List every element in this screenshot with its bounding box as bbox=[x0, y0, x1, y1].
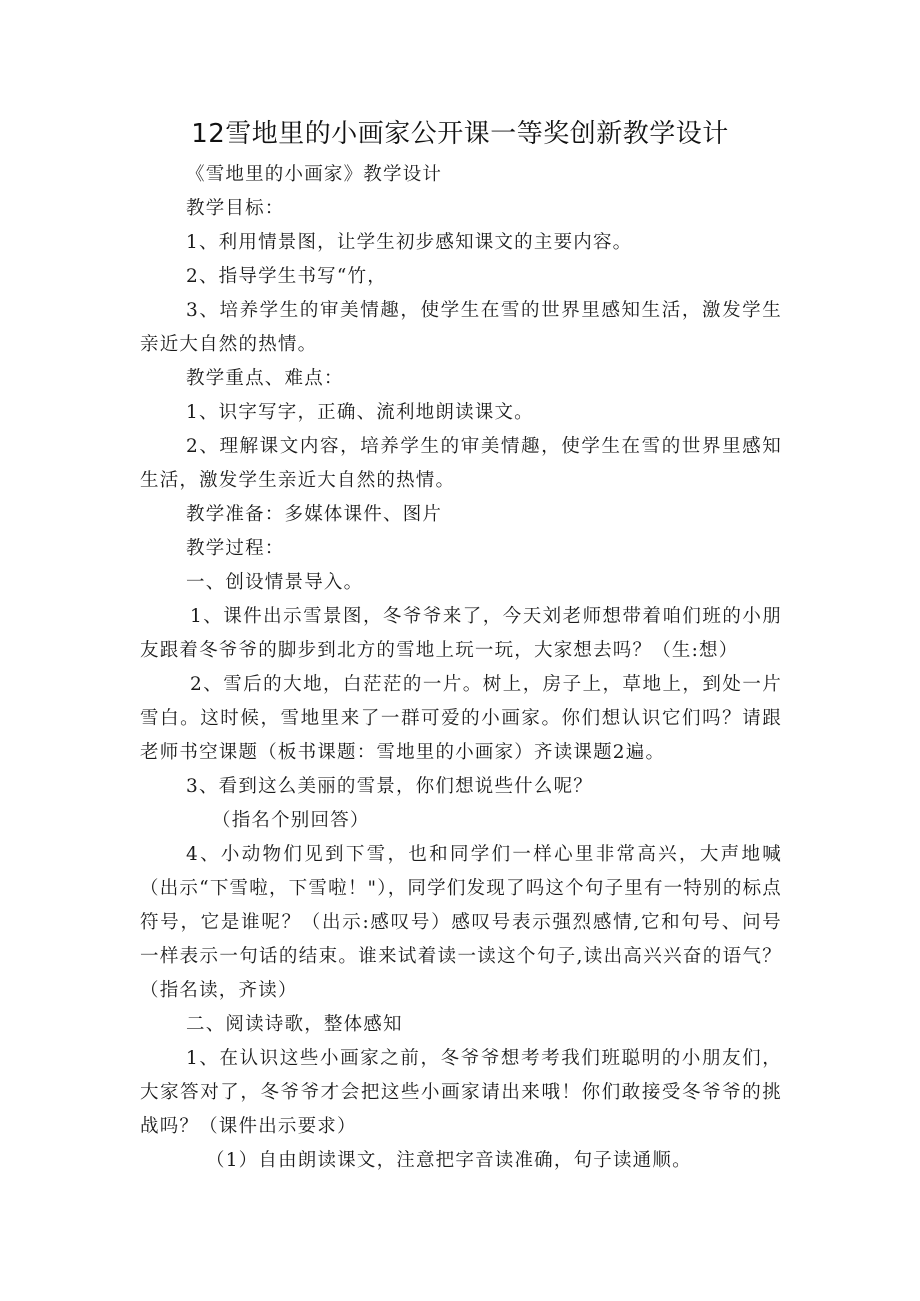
step-heading-1: 一、创设情景导入。 bbox=[186, 572, 364, 593]
document-title: 12雪地里的小画家公开课一等奖创新教学设计 bbox=[191, 119, 729, 149]
subtitle-paragraph: 《雪地里的小画家》教学设计 bbox=[186, 164, 443, 185]
reading-item-1: 1、在认识这些小画家之前，冬爷爷想考考我们班聪明的小朋友们，大家答对了，冬爷爷才会把这些小画家请出来哦！你们敢接受冬爷爷的挑战吗？（课件出示要求） bbox=[140, 1048, 782, 1137]
section-heading-objectives: 教学目标： bbox=[186, 198, 285, 219]
process-note: （指名个别回答） bbox=[212, 810, 370, 831]
preparation-paragraph: 教学准备：多媒体课件、图片 bbox=[186, 504, 443, 525]
section-heading-key-points: 教学重点、难点： bbox=[186, 368, 344, 389]
step-heading-2: 二、阅读诗歌，整体感知 bbox=[186, 1014, 403, 1035]
process-item-1: 1、课件出示雪景图，冬爷爷来了，今天刘老师想带着咱们班的小朋友跟着冬爷爷的脚步到北方的雪地上玩一玩，大家想去吗？（生:想） bbox=[140, 606, 782, 661]
objective-item-1: 1、利用情景图，让学生初步感知课文的主要内容。 bbox=[186, 232, 633, 253]
key-point-item-2: 2、理解课文内容，培养学生的审美情趣，使学生在雪的世界里感知生活，激发学生亲近大自然的热情。 bbox=[140, 436, 782, 491]
key-point-item-1: 1、识字写字，正确、流利地朗读课文。 bbox=[186, 402, 534, 423]
process-item-2: 2、雪后的大地，白茫茫的一片。树上，房子上，草地上，到处一片雪白。这时候，雪地里来了一群可爱的小画家。你们想认识它们吗？请跟老师书空课题（板书课题：雪地里的小画家）齐读课题2遍。 bbox=[140, 674, 782, 763]
document-body bbox=[140, 158, 782, 1178]
objective-item-2: 2、指导学生书写“竹， bbox=[186, 266, 387, 287]
section-heading-process: 教学过程： bbox=[186, 538, 285, 559]
process-item-3: 3、看到这么美丽的雪景，你们想说些什么呢？ bbox=[186, 776, 593, 797]
reading-subitem-1: （1）自由朗读课文，注意把字音读准确，句子读通顺。 bbox=[206, 1150, 692, 1171]
objective-item-3: 3、培养学生的审美情趣，使学生在雪的世界里感知生活，激发学生亲近大自然的热情。 bbox=[140, 300, 782, 355]
process-item-4: 4、小动物们见到下雪，也和同学们一样心里非常高兴，大声地喊（出示“下雪啦，下雪啦！"），同学们发现了吗这个句子里有一特别的标点符号，它是谁呢？（出示:感叹号）感叹号表示强烈感情,它和句号、问号一样表示一句话的结束。谁来试着读一读这个句子,读出高兴兴奋的语气？（指名读，齐读） bbox=[140, 844, 782, 1001]
